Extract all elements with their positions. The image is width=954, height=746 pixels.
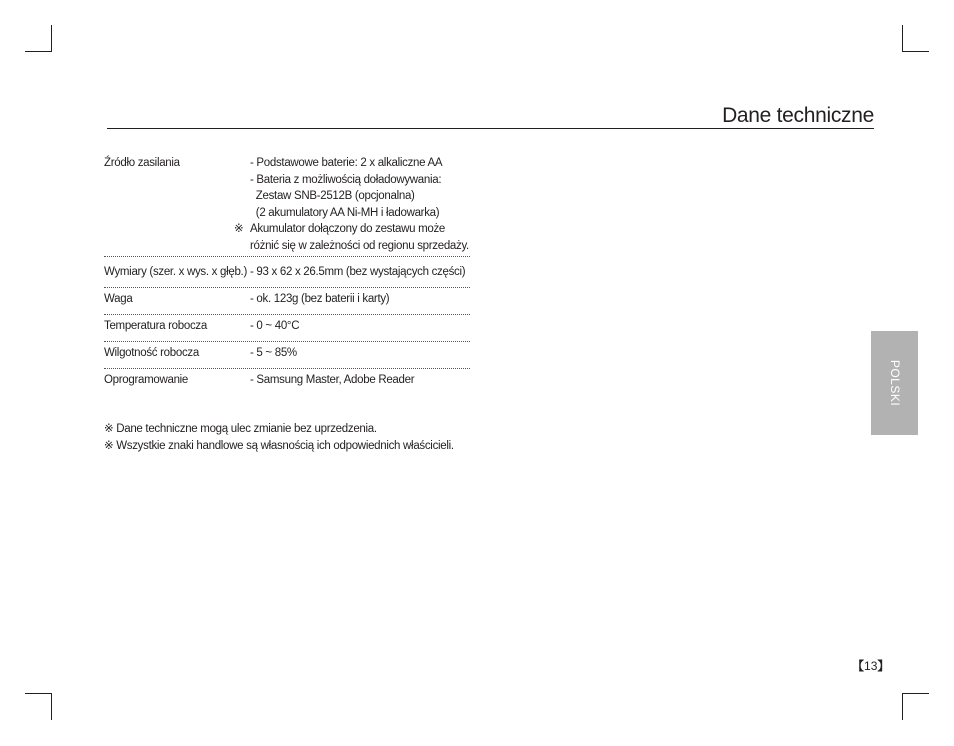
dotted-divider bbox=[104, 256, 470, 257]
footnote: ※ Wszystkie znaki handlowe są własnością ich odpowiednich właścicieli. bbox=[104, 440, 454, 452]
footnotes bbox=[104, 421, 454, 455]
spec-value-line: - Podstawowe baterie: 2 x alkaliczne AA bbox=[250, 157, 443, 169]
crop-mark-bottom-right-v bbox=[902, 693, 903, 720]
dotted-divider bbox=[104, 341, 470, 342]
spec-value-line: - Bateria z możliwością doładowywania: bbox=[250, 173, 442, 186]
crop-mark-bottom-right-h bbox=[902, 693, 929, 694]
dotted-divider bbox=[104, 314, 470, 315]
spec-label: Wymiary (szer. x wys. x głęb.) bbox=[104, 266, 247, 278]
spec-note-line: Akumulator dołączony do zestawu może bbox=[250, 223, 446, 235]
spec-label: Waga bbox=[104, 293, 133, 305]
title-underline bbox=[107, 128, 874, 129]
dotted-divider bbox=[104, 287, 470, 288]
crop-mark-bottom-left-v bbox=[51, 693, 52, 720]
dotted-divider bbox=[104, 368, 470, 369]
page-number-value: 13 bbox=[864, 659, 878, 673]
spec-value-line: (2 akumulatory AA Ni-MH i ładowarka) bbox=[250, 206, 440, 219]
crop-mark-top-left-v bbox=[51, 25, 52, 52]
spec-label: Temperatura robocza bbox=[104, 320, 207, 332]
spec-value: - 0 ~ 40°C bbox=[250, 320, 300, 332]
page-title: Dane techniczne bbox=[722, 104, 874, 127]
footnote: ※ Dane techniczne mogą ulec zmianie bez uprzedzenia. bbox=[104, 423, 377, 435]
crop-mark-top-right-v bbox=[902, 25, 903, 52]
spec-value: - 93 x 62 x 26.5mm (bez wystających części) bbox=[250, 266, 466, 278]
spec-label: Źródło zasilania bbox=[104, 157, 180, 169]
spec-value: - Samsung Master, Adobe Reader bbox=[250, 374, 415, 386]
crop-mark-top-left-h bbox=[25, 51, 52, 52]
note-mark-icon: ※ bbox=[234, 223, 244, 235]
spec-value: - 5 ~ 85% bbox=[250, 347, 297, 359]
language-tab-label: POLSKI bbox=[887, 359, 902, 407]
page-number-open-bracket: 【 bbox=[852, 659, 865, 673]
crop-mark-top-right-h bbox=[902, 51, 929, 52]
spec-note bbox=[234, 221, 469, 254]
spec-label: Wilgotność robocza bbox=[104, 347, 199, 359]
spec-note-line: różnić się w zależności od regionu sprzedaży. bbox=[250, 239, 469, 252]
language-tab bbox=[871, 331, 918, 435]
crop-mark-bottom-left-h bbox=[25, 693, 52, 694]
spec-label: Oprogramowanie bbox=[104, 374, 189, 386]
page-number-close-bracket: 】 bbox=[877, 659, 890, 673]
page-number bbox=[852, 657, 889, 674]
spec-value: - ok. 123g (bez baterii i karty) bbox=[250, 293, 390, 305]
spec-value-line: Zestaw SNB-2512B (opcjonalna) bbox=[250, 190, 415, 202]
spec-value bbox=[234, 155, 469, 254]
